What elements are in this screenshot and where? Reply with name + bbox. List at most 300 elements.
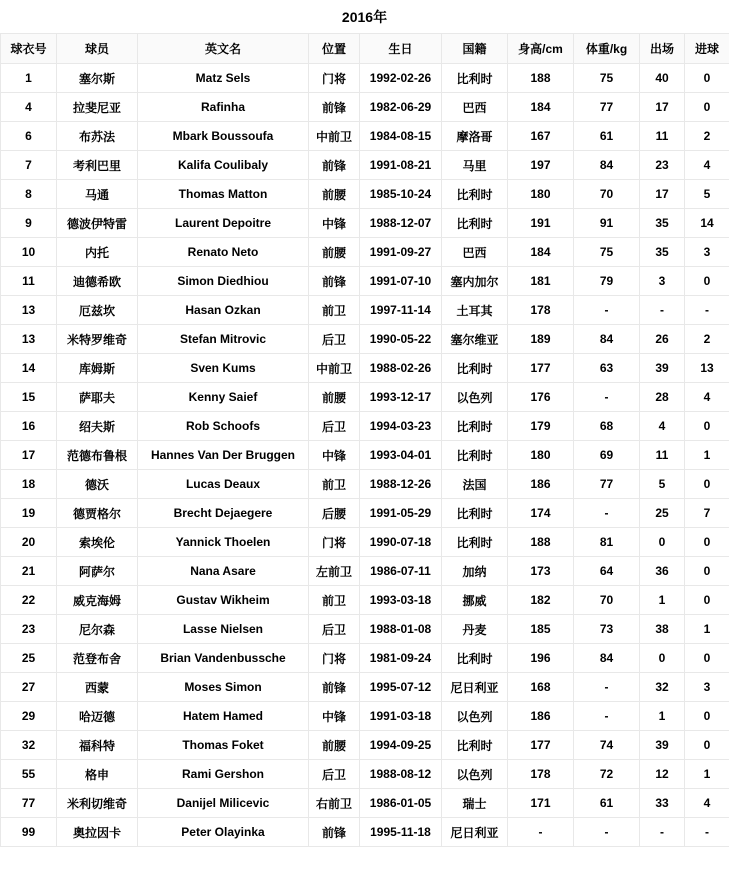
table-row — [1, 209, 729, 238]
table-cell: 右前卫 — [309, 789, 360, 818]
table-cell: 1992-02-26 — [360, 64, 442, 93]
table-cell: 184 — [508, 93, 574, 122]
table-cell: 前锋 — [309, 673, 360, 702]
table-cell: 77 — [1, 789, 57, 818]
table-cell: 174 — [508, 499, 574, 528]
table-cell: - — [640, 296, 685, 325]
column-header: 球员 — [57, 34, 138, 64]
table-cell: 180 — [508, 441, 574, 470]
table-cell: 189 — [508, 325, 574, 354]
table-cell: 39 — [640, 354, 685, 383]
table-cell: 以色列 — [442, 760, 508, 789]
table-cell: 185 — [508, 615, 574, 644]
table-cell: - — [640, 818, 685, 847]
table-cell: Brecht Dejaegere — [138, 499, 309, 528]
table-row — [1, 441, 729, 470]
table-cell: 前锋 — [309, 267, 360, 296]
table-cell: 179 — [508, 412, 574, 441]
table-cell: 1991-09-27 — [360, 238, 442, 267]
table-cell: 迪德希欧 — [57, 267, 138, 296]
table-cell: 比利时 — [442, 644, 508, 673]
table-cell: 以色列 — [442, 383, 508, 412]
table-cell: 前腰 — [309, 180, 360, 209]
table-cell: 1 — [685, 760, 729, 789]
table-cell: 63 — [574, 354, 640, 383]
table-row — [1, 93, 729, 122]
table-cell: 前卫 — [309, 296, 360, 325]
table-cell: 德贾格尔 — [57, 499, 138, 528]
table-cell: 27 — [1, 673, 57, 702]
table-row — [1, 499, 729, 528]
table-cell: 25 — [640, 499, 685, 528]
table-cell: 26 — [640, 325, 685, 354]
column-header: 球衣号 — [1, 34, 57, 64]
table-cell: 1981-09-24 — [360, 644, 442, 673]
table-cell: 3 — [640, 267, 685, 296]
table-cell: Peter Olayinka — [138, 818, 309, 847]
table-cell: Rami Gershon — [138, 760, 309, 789]
table-cell: 塞尔斯 — [57, 64, 138, 93]
table-cell: 土耳其 — [442, 296, 508, 325]
table-cell: 1982-06-29 — [360, 93, 442, 122]
table-cell: 前腰 — [309, 383, 360, 412]
table-cell: 前卫 — [309, 586, 360, 615]
table-cell: - — [685, 296, 729, 325]
table-cell: 1991-08-21 — [360, 151, 442, 180]
table-cell: 4 — [685, 383, 729, 412]
table-cell: 40 — [640, 64, 685, 93]
table-cell: Simon Diedhiou — [138, 267, 309, 296]
table-cell: 2 — [685, 325, 729, 354]
table-cell: 门将 — [309, 64, 360, 93]
table-cell: 64 — [574, 557, 640, 586]
table-cell: 17 — [640, 180, 685, 209]
table-cell: 32 — [640, 673, 685, 702]
table-cell: 0 — [685, 528, 729, 557]
table-cell: 173 — [508, 557, 574, 586]
table-row — [1, 673, 729, 702]
table-cell: 摩洛哥 — [442, 122, 508, 151]
table-cell: 内托 — [57, 238, 138, 267]
column-header: 身高/cm — [508, 34, 574, 64]
table-row — [1, 354, 729, 383]
table-cell: 前腰 — [309, 238, 360, 267]
table-cell: - — [574, 499, 640, 528]
table-cell: Hasan Ozkan — [138, 296, 309, 325]
table-cell: 17 — [640, 93, 685, 122]
table-cell: 1988-08-12 — [360, 760, 442, 789]
table-cell: 比利时 — [442, 412, 508, 441]
table-cell: 1995-07-12 — [360, 673, 442, 702]
table-cell: 0 — [685, 64, 729, 93]
table-cell: 西蒙 — [57, 673, 138, 702]
table-cell: Laurent Depoitre — [138, 209, 309, 238]
table-row — [1, 731, 729, 760]
table-cell: 3 — [685, 238, 729, 267]
table-cell: - — [574, 818, 640, 847]
table-cell: 74 — [574, 731, 640, 760]
table-cell: 5 — [685, 180, 729, 209]
table-cell: 布苏法 — [57, 122, 138, 151]
table-cell: 14 — [1, 354, 57, 383]
table-cell: 61 — [574, 122, 640, 151]
table-cell: 0 — [685, 644, 729, 673]
table-row — [1, 267, 729, 296]
table-cell: Hannes Van Der Bruggen — [138, 441, 309, 470]
table-cell: 176 — [508, 383, 574, 412]
table-cell: 79 — [574, 267, 640, 296]
table-cell: 0 — [685, 412, 729, 441]
table-cell: 1986-07-11 — [360, 557, 442, 586]
table-cell: 178 — [508, 296, 574, 325]
table-cell: 22 — [1, 586, 57, 615]
table-cell: 0 — [685, 557, 729, 586]
table-cell: 比利时 — [442, 528, 508, 557]
table-cell: 197 — [508, 151, 574, 180]
table-cell: 4 — [685, 151, 729, 180]
table-cell: 马通 — [57, 180, 138, 209]
column-header: 出场 — [640, 34, 685, 64]
table-cell: 1984-08-15 — [360, 122, 442, 151]
table-cell: Danijel Milicevic — [138, 789, 309, 818]
table-cell: 196 — [508, 644, 574, 673]
table-cell: 70 — [574, 180, 640, 209]
table-cell: 1988-01-08 — [360, 615, 442, 644]
table-row — [1, 644, 729, 673]
table-cell: 塞内加尔 — [442, 267, 508, 296]
table-cell: 14 — [685, 209, 729, 238]
table-cell: 0 — [640, 644, 685, 673]
table-cell: 68 — [574, 412, 640, 441]
table-cell: 塞尔维亚 — [442, 325, 508, 354]
table-cell: 181 — [508, 267, 574, 296]
table-cell: 格申 — [57, 760, 138, 789]
table-cell: 19 — [1, 499, 57, 528]
table-cell: 1 — [640, 702, 685, 731]
table-cell: 绍夫斯 — [57, 412, 138, 441]
table-row — [1, 470, 729, 499]
table-cell: 库姆斯 — [57, 354, 138, 383]
table-cell: 尼日利亚 — [442, 673, 508, 702]
table-cell: 哈迈德 — [57, 702, 138, 731]
table-cell: - — [574, 702, 640, 731]
table-cell: 考利巴里 — [57, 151, 138, 180]
table-cell: 0 — [685, 267, 729, 296]
table-row — [1, 586, 729, 615]
table-cell: 7 — [1, 151, 57, 180]
column-header: 国籍 — [442, 34, 508, 64]
table-cell: 米利切维奇 — [57, 789, 138, 818]
table-cell: 7 — [685, 499, 729, 528]
table-cell: 奥拉因卡 — [57, 818, 138, 847]
table-cell: 前锋 — [309, 151, 360, 180]
table-cell: 33 — [640, 789, 685, 818]
table-cell: 中前卫 — [309, 354, 360, 383]
table-cell: Mbark Boussoufa — [138, 122, 309, 151]
table-cell: 后腰 — [309, 499, 360, 528]
table-cell: 2 — [685, 122, 729, 151]
table-row — [1, 818, 729, 847]
table-cell: 1985-10-24 — [360, 180, 442, 209]
table-cell: 1994-09-25 — [360, 731, 442, 760]
table-cell: 以色列 — [442, 702, 508, 731]
column-header: 位置 — [309, 34, 360, 64]
table-cell: Lucas Deaux — [138, 470, 309, 499]
table-cell: 德波伊特雷 — [57, 209, 138, 238]
table-cell: Rafinha — [138, 93, 309, 122]
table-cell: 1994-03-23 — [360, 412, 442, 441]
table-row — [1, 122, 729, 151]
table-cell: 167 — [508, 122, 574, 151]
table-cell: 前锋 — [309, 818, 360, 847]
table-cell: 比利时 — [442, 731, 508, 760]
table-cell: 168 — [508, 673, 574, 702]
table-cell: 范登布舍 — [57, 644, 138, 673]
table-cell: 比利时 — [442, 180, 508, 209]
table-cell: 4 — [640, 412, 685, 441]
table-cell: 比利时 — [442, 499, 508, 528]
table-cell: 拉斐尼亚 — [57, 93, 138, 122]
table-row — [1, 325, 729, 354]
table-cell: 1991-07-10 — [360, 267, 442, 296]
table-row — [1, 557, 729, 586]
table-cell: 1990-05-22 — [360, 325, 442, 354]
table-cell: - — [685, 818, 729, 847]
table-cell: 35 — [640, 238, 685, 267]
table-cell: 72 — [574, 760, 640, 789]
table-cell: 威克海姆 — [57, 586, 138, 615]
table-cell: 4 — [1, 93, 57, 122]
table-cell: Nana Asare — [138, 557, 309, 586]
table-cell: 福科特 — [57, 731, 138, 760]
table-cell: 55 — [1, 760, 57, 789]
table-cell: 21 — [1, 557, 57, 586]
table-row — [1, 615, 729, 644]
table-header — [1, 34, 729, 64]
table-row — [1, 789, 729, 818]
table-cell: 11 — [1, 267, 57, 296]
table-cell: - — [574, 383, 640, 412]
table-cell: 178 — [508, 760, 574, 789]
table-cell: 36 — [640, 557, 685, 586]
table-cell: 8 — [1, 180, 57, 209]
table-cell: 184 — [508, 238, 574, 267]
table-cell: 巴西 — [442, 238, 508, 267]
table-cell: 比利时 — [442, 354, 508, 383]
table-cell: Yannick Thoelen — [138, 528, 309, 557]
table-cell: 99 — [1, 818, 57, 847]
table-cell: 德沃 — [57, 470, 138, 499]
table-cell: 11 — [640, 122, 685, 151]
table-cell: - — [574, 296, 640, 325]
table-row — [1, 528, 729, 557]
table-cell: Kalifa Coulibaly — [138, 151, 309, 180]
table-cell: 中锋 — [309, 441, 360, 470]
table-cell: 171 — [508, 789, 574, 818]
header-row — [1, 34, 729, 64]
table-cell: Brian Vandenbussche — [138, 644, 309, 673]
table-cell: 75 — [574, 238, 640, 267]
table-cell: 28 — [640, 383, 685, 412]
table-cell: Renato Neto — [138, 238, 309, 267]
table-cell: 中锋 — [309, 209, 360, 238]
table-cell: 188 — [508, 528, 574, 557]
table-cell: 比利时 — [442, 209, 508, 238]
table-cell: 6 — [1, 122, 57, 151]
table-cell: 13 — [685, 354, 729, 383]
table-cell: 1995-11-18 — [360, 818, 442, 847]
table-cell: 61 — [574, 789, 640, 818]
table-cell: 70 — [574, 586, 640, 615]
table-cell: 188 — [508, 64, 574, 93]
table-cell: 38 — [640, 615, 685, 644]
table-cell: 0 — [640, 528, 685, 557]
table-cell: 23 — [1, 615, 57, 644]
table-cell: 11 — [640, 441, 685, 470]
table-cell: 84 — [574, 644, 640, 673]
table-cell: 91 — [574, 209, 640, 238]
table-cell: 范德布鲁根 — [57, 441, 138, 470]
column-header: 进球 — [685, 34, 729, 64]
table-cell: 瑞士 — [442, 789, 508, 818]
column-header: 英文名 — [138, 34, 309, 64]
table-cell: 13 — [1, 296, 57, 325]
table-cell: 阿萨尔 — [57, 557, 138, 586]
table-cell: 比利时 — [442, 64, 508, 93]
table-cell: 186 — [508, 470, 574, 499]
table-cell: 84 — [574, 151, 640, 180]
table-cell: Stefan Mitrovic — [138, 325, 309, 354]
table-cell: 29 — [1, 702, 57, 731]
table-cell: 尼尔森 — [57, 615, 138, 644]
table-row — [1, 412, 729, 441]
table-row — [1, 151, 729, 180]
table-cell: 23 — [640, 151, 685, 180]
table-cell: Hatem Hamed — [138, 702, 309, 731]
table-cell: 77 — [574, 470, 640, 499]
table-row — [1, 383, 729, 412]
table-cell: 1 — [685, 615, 729, 644]
table-cell: Rob Schoofs — [138, 412, 309, 441]
table-cell: 81 — [574, 528, 640, 557]
table-cell: 丹麦 — [442, 615, 508, 644]
table-row — [1, 296, 729, 325]
table-cell: 前卫 — [309, 470, 360, 499]
table-cell: 1993-12-17 — [360, 383, 442, 412]
table-cell: 39 — [640, 731, 685, 760]
table-cell: 中前卫 — [309, 122, 360, 151]
table-cell: 10 — [1, 238, 57, 267]
column-header: 体重/kg — [574, 34, 640, 64]
table-cell: 0 — [685, 586, 729, 615]
table-cell: 法国 — [442, 470, 508, 499]
table-cell: 20 — [1, 528, 57, 557]
table-cell: 35 — [640, 209, 685, 238]
table-cell: 巴西 — [442, 93, 508, 122]
table-cell: 挪威 — [442, 586, 508, 615]
squad-table — [0, 33, 729, 847]
table-cell: Thomas Foket — [138, 731, 309, 760]
table-cell: 1990-07-18 — [360, 528, 442, 557]
table-cell: Sven Kums — [138, 354, 309, 383]
table-cell: Matz Sels — [138, 64, 309, 93]
table-cell: 182 — [508, 586, 574, 615]
table-cell: 25 — [1, 644, 57, 673]
table-row — [1, 702, 729, 731]
table-cell: 9 — [1, 209, 57, 238]
table-cell: 1988-02-26 — [360, 354, 442, 383]
table-cell: - — [508, 818, 574, 847]
table-cell: 后卫 — [309, 760, 360, 789]
table-cell: 180 — [508, 180, 574, 209]
table-row — [1, 760, 729, 789]
table-row — [1, 64, 729, 93]
table-cell: 门将 — [309, 528, 360, 557]
table-cell: 12 — [640, 760, 685, 789]
table-cell: 前腰 — [309, 731, 360, 760]
table-cell: Thomas Matton — [138, 180, 309, 209]
table-cell: 萨耶夫 — [57, 383, 138, 412]
table-cell: Lasse Nielsen — [138, 615, 309, 644]
table-cell: 1 — [640, 586, 685, 615]
table-cell: 后卫 — [309, 325, 360, 354]
table-cell: 77 — [574, 93, 640, 122]
table-cell: 后卫 — [309, 615, 360, 644]
table-cell: 米特罗维奇 — [57, 325, 138, 354]
table-cell: 73 — [574, 615, 640, 644]
page-title: 2016年 — [341, 8, 388, 25]
table-cell: 1991-03-18 — [360, 702, 442, 731]
table-cell: 69 — [574, 441, 640, 470]
table-cell: 16 — [1, 412, 57, 441]
table-cell: 1986-01-05 — [360, 789, 442, 818]
table-cell: 0 — [685, 470, 729, 499]
table-cell: 中锋 — [309, 702, 360, 731]
table-cell: 32 — [1, 731, 57, 760]
table-cell: 17 — [1, 441, 57, 470]
table-cell: 前锋 — [309, 93, 360, 122]
column-header: 生日 — [360, 34, 442, 64]
table-cell: 1991-05-29 — [360, 499, 442, 528]
table-cell: 0 — [685, 702, 729, 731]
table-cell: 0 — [685, 93, 729, 122]
table-cell: 5 — [640, 470, 685, 499]
table-cell: 13 — [1, 325, 57, 354]
table-cell: 75 — [574, 64, 640, 93]
table-cell: 左前卫 — [309, 557, 360, 586]
table-cell: 马里 — [442, 151, 508, 180]
table-body — [1, 64, 729, 847]
table-cell: 1988-12-26 — [360, 470, 442, 499]
table-cell: 84 — [574, 325, 640, 354]
table-cell: Moses Simon — [138, 673, 309, 702]
table-cell: 186 — [508, 702, 574, 731]
table-cell: 后卫 — [309, 412, 360, 441]
table-cell: 0 — [685, 731, 729, 760]
table-cell: 3 — [685, 673, 729, 702]
table-cell: 191 — [508, 209, 574, 238]
table-cell: 1997-11-14 — [360, 296, 442, 325]
table-cell: 1993-04-01 — [360, 441, 442, 470]
table-row — [1, 180, 729, 209]
table-cell: 尼日利亚 — [442, 818, 508, 847]
table-cell: 177 — [508, 354, 574, 383]
table-cell: Kenny Saief — [138, 383, 309, 412]
table-cell: 比利时 — [442, 441, 508, 470]
table-cell: 门将 — [309, 644, 360, 673]
table-cell: Gustav Wikheim — [138, 586, 309, 615]
table-cell: - — [574, 673, 640, 702]
